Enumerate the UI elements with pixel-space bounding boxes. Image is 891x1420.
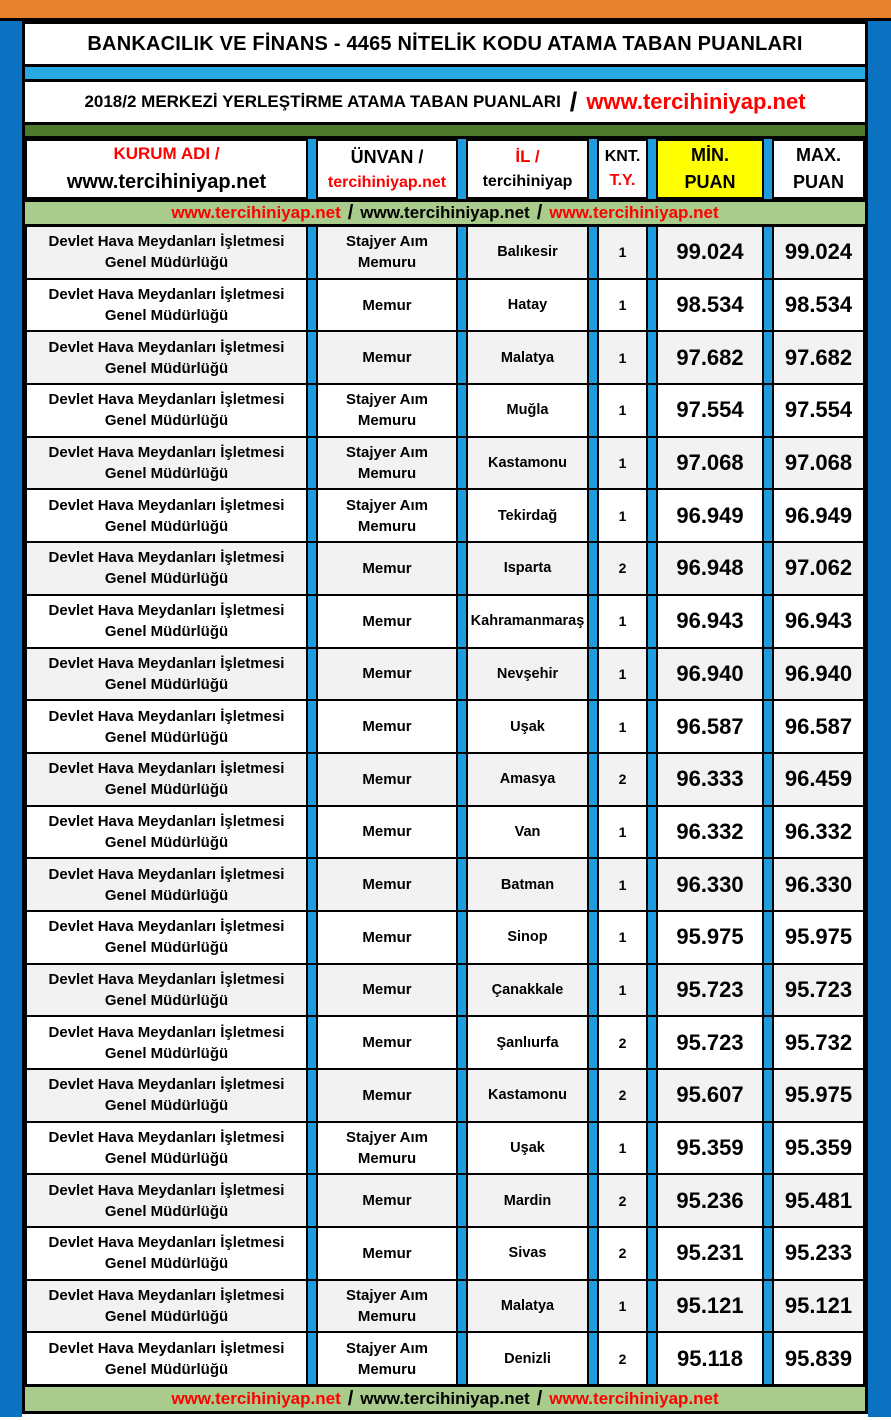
subtitle-separator: / — [569, 86, 578, 117]
unvan-cell: Stajyer Aım Memuru — [316, 1333, 458, 1384]
min-puan-cell: 99.024 — [656, 227, 764, 278]
il-cell: Nevşehir — [466, 649, 589, 700]
subtitle-bar — [25, 82, 865, 122]
outer-frame — [0, 18, 891, 1417]
table-row — [25, 912, 865, 963]
url-banner-bottom — [25, 1387, 865, 1411]
unvan-cell: Memur — [316, 754, 458, 805]
max-puan-cell: 97.068 — [772, 438, 865, 489]
header-min-line2: PUAN — [684, 172, 736, 192]
table-row — [25, 1070, 865, 1121]
kurum-cell: Devlet Hava Meydanları İşletmesi Genel Müdürlüğü — [25, 701, 308, 752]
knt-cell: 1 — [597, 280, 648, 331]
unvan-cell: Stajyer Aım Memuru — [316, 490, 458, 541]
kurum-cell: Devlet Hava Meydanları İşletmesi Genel Müdürlüğü — [25, 1017, 308, 1068]
min-puan-cell: 95.607 — [656, 1070, 764, 1121]
header-min-puan — [656, 139, 764, 199]
max-puan-cell: 97.062 — [772, 543, 865, 594]
max-puan-cell: 95.723 — [772, 965, 865, 1016]
knt-cell: 2 — [597, 543, 648, 594]
header-kurum-line1: KURUM ADI / — [113, 144, 220, 164]
max-puan-cell: 96.330 — [772, 859, 865, 910]
unvan-cell: Memur — [316, 912, 458, 963]
il-cell: Amasya — [466, 754, 589, 805]
il-cell: Şanlıurfa — [466, 1017, 589, 1068]
min-puan-cell: 95.236 — [656, 1175, 764, 1226]
min-puan-cell: 97.682 — [656, 332, 764, 383]
kurum-cell: Devlet Hava Meydanları İşletmesi Genel Müdürlüğü — [25, 754, 308, 805]
unvan-cell: Stajyer Aım Memuru — [316, 1281, 458, 1332]
subtitle-link: www.tercihiniyap.net — [586, 89, 806, 114]
kurum-cell: Devlet Hava Meydanları İşletmesi Genel Müdürlüğü — [25, 649, 308, 700]
banner-url-left: www.tercihiniyap.net — [171, 203, 341, 222]
cyan-divider — [25, 67, 865, 79]
unvan-cell: Memur — [316, 1175, 458, 1226]
unvan-cell: Memur — [316, 649, 458, 700]
il-cell: Muğla — [466, 385, 589, 436]
main-title-text: BANKACILIK VE FİNANS - 4465 NİTELİK KODU ATAMA TABAN PUANLARI — [87, 32, 803, 55]
il-cell: Çanakkale — [466, 965, 589, 1016]
knt-cell: 2 — [597, 754, 648, 805]
table-row — [25, 385, 865, 436]
header-knt-line1: KNT. — [604, 148, 641, 165]
table-row — [25, 543, 865, 594]
kurum-cell: Devlet Hava Meydanları İşletmesi Genel Müdürlüğü — [25, 596, 308, 647]
kurum-cell: Devlet Hava Meydanları İşletmesi Genel Müdürlüğü — [25, 1228, 308, 1279]
table-row — [25, 754, 865, 805]
il-cell: Sivas — [466, 1228, 589, 1279]
kurum-cell: Devlet Hava Meydanları İşletmesi Genel Müdürlüğü — [25, 332, 308, 383]
il-cell: Hatay — [466, 280, 589, 331]
table-row — [25, 649, 865, 700]
kurum-cell: Devlet Hava Meydanları İşletmesi Genel Müdürlüğü — [25, 385, 308, 436]
il-cell: Kahramanmaraş — [466, 596, 589, 647]
knt-cell: 1 — [597, 807, 648, 858]
header-knt — [597, 139, 648, 199]
header-knt-line2: T.Y. — [609, 172, 636, 189]
table-row — [25, 807, 865, 858]
kurum-cell: Devlet Hava Meydanları İşletmesi Genel Müdürlüğü — [25, 965, 308, 1016]
max-puan-cell: 96.940 — [772, 649, 865, 700]
table-row — [25, 1281, 865, 1332]
min-puan-cell: 95.359 — [656, 1123, 764, 1174]
subtitle-text: 2018/2 MERKEZİ YERLEŞTİRME ATAMA TABAN PUANLARI — [84, 92, 561, 111]
header-max-line2: PUAN — [792, 172, 844, 192]
kurum-cell: Devlet Hava Meydanları İşletmesi Genel Müdürlüğü — [25, 1333, 308, 1384]
knt-cell: 2 — [597, 1333, 648, 1384]
kurum-cell: Devlet Hava Meydanları İşletmesi Genel Müdürlüğü — [25, 438, 308, 489]
max-puan-cell: 95.121 — [772, 1281, 865, 1332]
il-cell: Kastamonu — [466, 1070, 589, 1121]
il-cell: Uşak — [466, 701, 589, 752]
max-puan-cell: 95.975 — [772, 1070, 865, 1121]
header-il — [466, 139, 589, 199]
knt-cell: 2 — [597, 1228, 648, 1279]
knt-cell: 1 — [597, 438, 648, 489]
min-puan-cell: 95.723 — [656, 1017, 764, 1068]
kurum-cell: Devlet Hava Meydanları İşletmesi Genel Müdürlüğü — [25, 912, 308, 963]
header-kurum — [25, 139, 308, 199]
knt-cell: 1 — [597, 649, 648, 700]
kurum-cell: Devlet Hava Meydanları İşletmesi Genel Müdürlüğü — [25, 1175, 308, 1226]
banner-url-left: www.tercihiniyap.net — [171, 1389, 341, 1409]
unvan-cell: Memur — [316, 701, 458, 752]
banner-separator: / — [536, 1387, 543, 1410]
min-puan-cell: 97.554 — [656, 385, 764, 436]
content-column — [22, 21, 868, 1414]
table-row — [25, 1333, 865, 1384]
kurum-cell: Devlet Hava Meydanları İşletmesi Genel Müdürlüğü — [25, 280, 308, 331]
kurum-cell: Devlet Hava Meydanları İşletmesi Genel Müdürlüğü — [25, 807, 308, 858]
header-min-line1: MİN. — [691, 145, 729, 165]
url-banner-top — [25, 202, 865, 224]
header-kurum-line2: www.tercihiniyap.net — [66, 170, 267, 193]
min-puan-cell: 97.068 — [656, 438, 764, 489]
il-cell: Malatya — [466, 1281, 589, 1332]
knt-cell: 2 — [597, 1070, 648, 1121]
min-puan-cell: 96.333 — [656, 754, 764, 805]
kurum-cell: Devlet Hava Meydanları İşletmesi Genel Müdürlüğü — [25, 490, 308, 541]
table-row — [25, 438, 865, 489]
table-row — [25, 490, 865, 541]
max-puan-cell: 96.587 — [772, 701, 865, 752]
knt-cell: 1 — [597, 332, 648, 383]
max-puan-cell: 98.534 — [772, 280, 865, 331]
max-puan-cell: 96.943 — [772, 596, 865, 647]
max-puan-cell: 97.682 — [772, 332, 865, 383]
max-puan-cell: 95.481 — [772, 1175, 865, 1226]
table-row — [25, 1017, 865, 1068]
header-il-line1: İL / — [515, 147, 540, 167]
min-puan-cell: 96.332 — [656, 807, 764, 858]
header-unvan-line1: ÜNVAN / — [350, 146, 424, 167]
il-cell: Isparta — [466, 543, 589, 594]
min-puan-cell: 96.330 — [656, 859, 764, 910]
right-border — [868, 21, 891, 1417]
table-row — [25, 1123, 865, 1174]
min-puan-cell: 96.943 — [656, 596, 764, 647]
table-row — [25, 596, 865, 647]
max-puan-cell: 96.459 — [772, 754, 865, 805]
kurum-cell: Devlet Hava Meydanları İşletmesi Genel Müdürlüğü — [25, 1123, 308, 1174]
table-row — [25, 332, 865, 383]
max-puan-cell: 95.839 — [772, 1333, 865, 1384]
unvan-cell: Memur — [316, 332, 458, 383]
header-max-puan — [772, 139, 865, 199]
header-unvan — [316, 139, 458, 199]
banner-separator: / — [536, 201, 543, 224]
banner-separator: / — [347, 1387, 354, 1410]
knt-cell: 1 — [597, 385, 648, 436]
knt-cell: 1 — [597, 701, 648, 752]
table-row — [25, 965, 865, 1016]
min-puan-cell: 95.975 — [656, 912, 764, 963]
max-puan-cell: 96.332 — [772, 807, 865, 858]
unvan-cell: Stajyer Aım Memuru — [316, 1123, 458, 1174]
il-cell: Sinop — [466, 912, 589, 963]
banner-url-right: www.tercihiniyap.net — [549, 1389, 719, 1409]
unvan-cell: Stajyer Aım Memuru — [316, 438, 458, 489]
table-row — [25, 859, 865, 910]
knt-cell: 2 — [597, 1017, 648, 1068]
knt-cell: 1 — [597, 912, 648, 963]
il-cell: Batman — [466, 859, 589, 910]
max-puan-cell: 95.732 — [772, 1017, 865, 1068]
max-puan-cell: 97.554 — [772, 385, 865, 436]
unvan-cell: Memur — [316, 859, 458, 910]
knt-cell: 2 — [597, 1175, 648, 1226]
max-puan-cell: 99.024 — [772, 227, 865, 278]
il-cell: Kastamonu — [466, 438, 589, 489]
unvan-cell: Memur — [316, 1228, 458, 1279]
unvan-cell: Memur — [316, 543, 458, 594]
table-row — [25, 1228, 865, 1279]
min-puan-cell: 95.121 — [656, 1281, 764, 1332]
unvan-cell: Memur — [316, 807, 458, 858]
unvan-cell: Memur — [316, 1070, 458, 1121]
il-cell: Denizli — [466, 1333, 589, 1384]
knt-cell: 1 — [597, 1123, 648, 1174]
max-puan-cell: 96.949 — [772, 490, 865, 541]
table-row — [25, 227, 865, 278]
knt-cell: 1 — [597, 227, 648, 278]
knt-cell: 1 — [597, 596, 648, 647]
table-row — [25, 280, 865, 331]
min-puan-cell: 98.534 — [656, 280, 764, 331]
unvan-cell: Memur — [316, 965, 458, 1016]
table-row — [25, 701, 865, 752]
min-puan-cell: 95.723 — [656, 965, 764, 1016]
score-table-body — [25, 227, 865, 1384]
kurum-cell: Devlet Hava Meydanları İşletmesi Genel Müdürlüğü — [25, 1070, 308, 1121]
unvan-cell: Memur — [316, 280, 458, 331]
header-il-line2: tercihiniyap — [482, 172, 573, 190]
il-cell: Mardin — [466, 1175, 589, 1226]
kurum-cell: Devlet Hava Meydanları İşletmesi Genel Müdürlüğü — [25, 1281, 308, 1332]
max-puan-cell: 95.975 — [772, 912, 865, 963]
knt-cell: 1 — [597, 1281, 648, 1332]
kurum-cell: Devlet Hava Meydanları İşletmesi Genel Müdürlüğü — [25, 543, 308, 594]
unvan-cell: Stajyer Aım Memuru — [316, 227, 458, 278]
il-cell: Van — [466, 807, 589, 858]
unvan-cell: Stajyer Aım Memuru — [316, 385, 458, 436]
knt-cell: 1 — [597, 490, 648, 541]
banner-separator: / — [347, 201, 354, 224]
top-orange-bar — [0, 0, 891, 18]
banner-url-middle: www.tercihiniyap.net — [360, 203, 530, 222]
knt-cell: 1 — [597, 859, 648, 910]
min-puan-cell: 96.940 — [656, 649, 764, 700]
il-cell: Uşak — [466, 1123, 589, 1174]
banner-url-middle: www.tercihiniyap.net — [360, 1389, 530, 1409]
unvan-cell: Memur — [316, 596, 458, 647]
min-puan-cell: 96.587 — [656, 701, 764, 752]
kurum-cell: Devlet Hava Meydanları İşletmesi Genel Müdürlüğü — [25, 859, 308, 910]
table-header-row — [25, 139, 865, 199]
min-puan-cell: 96.948 — [656, 543, 764, 594]
min-puan-cell: 96.949 — [656, 490, 764, 541]
banner-url-right: www.tercihiniyap.net — [549, 203, 719, 222]
il-cell: Malatya — [466, 332, 589, 383]
main-title — [25, 24, 865, 64]
min-puan-cell: 95.118 — [656, 1333, 764, 1384]
il-cell: Tekirdağ — [466, 490, 589, 541]
unvan-cell: Memur — [316, 1017, 458, 1068]
max-puan-cell: 95.359 — [772, 1123, 865, 1174]
max-puan-cell: 95.233 — [772, 1228, 865, 1279]
knt-cell: 1 — [597, 965, 648, 1016]
kurum-cell: Devlet Hava Meydanları İşletmesi Genel Müdürlüğü — [25, 227, 308, 278]
header-unvan-line2: tercihiniyap.net — [327, 173, 447, 191]
il-cell: Balıkesir — [466, 227, 589, 278]
table-row — [25, 1175, 865, 1226]
header-max-line1: MAX. — [796, 145, 841, 165]
left-border — [0, 21, 22, 1417]
min-puan-cell: 95.231 — [656, 1228, 764, 1279]
green-divider — [25, 125, 865, 136]
